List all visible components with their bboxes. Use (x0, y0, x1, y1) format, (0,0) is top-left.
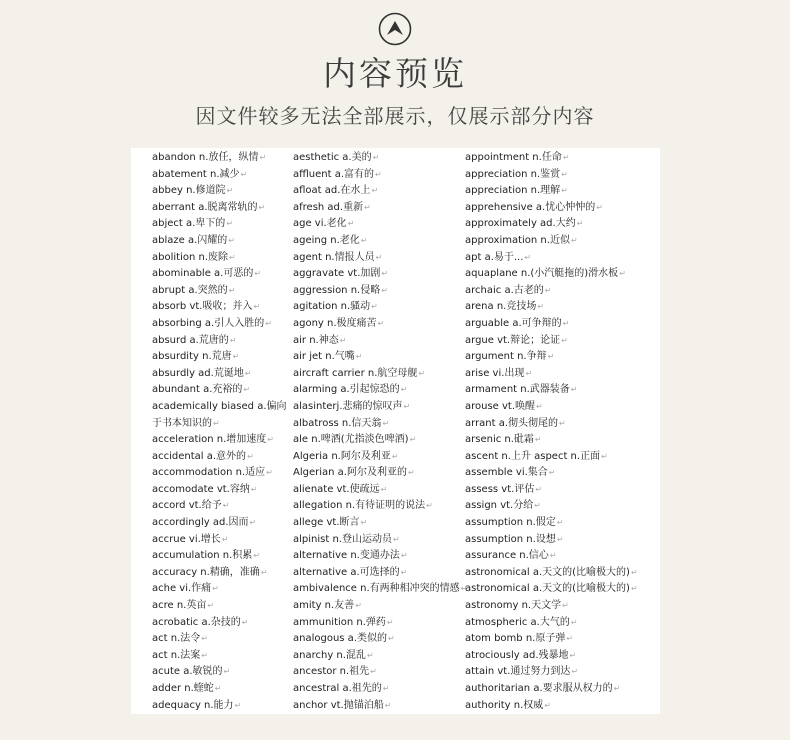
vocab-entry: assumption n.设想 ↵ (465, 532, 660, 549)
vocab-entry: ablaze a.闪耀的 ↵ (152, 233, 292, 250)
vocab-entry: academically biased a.偏向于书本知识的 ↵ (152, 399, 292, 432)
vocab-entry: absurd a.荒唐的 ↵ (152, 333, 292, 350)
vocab-entry: abject a.卑下的 ↵ (152, 216, 292, 233)
word-column-2 (293, 150, 465, 714)
vocab-entry: aircraft carrier n.航空母舰 ↵ (293, 366, 465, 383)
vocab-entry: amity n.友善 ↵ (293, 598, 465, 615)
vocab-entry: age vi.老化 ↵ (293, 216, 465, 233)
vocab-entry: alarming a.引起惊恐的 ↵ (293, 382, 465, 399)
vocab-entry: apprehensive a.忧心忡忡的 ↵ (465, 200, 660, 217)
vocab-entry: absorbing a.引人入胜的 ↵ (152, 316, 292, 333)
vocab-entry: abrupt a.突然的 ↵ (152, 283, 292, 300)
vocab-entry: accrue vi.增长 ↵ (152, 532, 292, 549)
vocab-entry: allegation n.有待证明的说法 ↵ (293, 498, 465, 515)
vocab-entry: accuracy n.精确，准确 ↵ (152, 565, 292, 582)
document-preview (131, 148, 660, 714)
vocab-entry: acre n.英亩 ↵ (152, 598, 292, 615)
vocab-entry: ancestor n.祖先 ↵ (293, 664, 465, 681)
vocab-entry: acrobatic a.杂技的 ↵ (152, 615, 292, 632)
page-subtitle: 因文件较多无法全部展示，仅展示部分内容 (195, 104, 595, 128)
vocab-entry: arguable a.可争辩的 ↵ (465, 316, 660, 333)
vocab-entry: ambivalence n.有两种相冲突的情感 ↵ (293, 581, 465, 598)
vocab-entry: Algeria n.阿尔及利亚 ↵ (293, 449, 465, 466)
vocab-entry: accumulation n.积累 ↵ (152, 548, 292, 565)
vocab-entry: alasinterj.悲痛的惊叹声 ↵ (293, 399, 465, 416)
word-column-1 (152, 150, 292, 714)
vocab-entry: anarchy n.混乱 ↵ (293, 648, 465, 665)
vocab-entry: absorb vt.吸收；并入 ↵ (152, 299, 292, 316)
vocab-entry: argue vt.辩论；论证 ↵ (465, 333, 660, 350)
page-header (0, 0, 790, 140)
vocab-entry: assumption n.假定 ↵ (465, 515, 660, 532)
vocab-entry: appreciation n.理解 ↵ (465, 183, 660, 200)
vocab-entry: aggression n.侵略 ↵ (293, 283, 465, 300)
up-arrow-circle-icon (378, 12, 412, 46)
vocab-entry: ammunition n.弹药 ↵ (293, 615, 465, 632)
vocab-entry: assurance n.信心 ↵ (465, 548, 660, 565)
vocab-entry: agony n.极度痛苦 ↵ (293, 316, 465, 333)
vocab-entry: agent n.情报人员 ↵ (293, 250, 465, 267)
vocab-entry: air jet n.气嘴 ↵ (293, 349, 465, 366)
vocab-entry: alternative n.变通办法 ↵ (293, 548, 465, 565)
page-title: 内容预览 (323, 54, 467, 93)
vocab-entry: aggravate vt.加剧 ↵ (293, 266, 465, 283)
vocab-entry: apt a.易于... ↵ (465, 250, 660, 267)
vocab-entry: acceleration n.增加速度 ↵ (152, 432, 292, 449)
vocab-entry: authority n.权威 ↵ (465, 698, 660, 714)
vocab-entry: act n.法令 ↵ (152, 631, 292, 648)
vocab-entry: argument n.争辩 ↵ (465, 349, 660, 366)
vocab-entry: assess vt.评估 ↵ (465, 482, 660, 499)
vocab-entry: approximation n.近似 ↵ (465, 233, 660, 250)
vocab-entry: atmospheric a.大气的 ↵ (465, 615, 660, 632)
vocab-entry: arise vi.出现 ↵ (465, 366, 660, 383)
vocab-entry: atom bomb n.原子弹 ↵ (465, 631, 660, 648)
vocab-entry: approximately ad.大约 ↵ (465, 216, 660, 233)
vocab-entry: arena n.竞技场 ↵ (465, 299, 660, 316)
vocab-entry: authoritarian a.要求服从权力的 ↵ (465, 681, 660, 698)
vocab-entry: act n.法案 ↵ (152, 648, 292, 665)
vocab-entry: adequacy n.能力 ↵ (152, 698, 292, 714)
vocab-entry: air n.神态 ↵ (293, 333, 465, 350)
word-column-3 (465, 150, 660, 714)
vocab-entry: ascent n.上升 aspect n.正面 ↵ (465, 449, 660, 466)
vocab-entry: accord vt.给予 ↵ (152, 498, 292, 515)
vocab-entry: accomodate vt.容纳 ↵ (152, 482, 292, 499)
vocab-entry: anchor vt.抛锚泊船 ↵ (293, 698, 465, 714)
vocab-entry: astronomical a.天文的(比喻极大的) ↵ (465, 581, 660, 598)
vocab-entry: abbey n.修道院 ↵ (152, 183, 292, 200)
vocab-entry: absurdly ad.荒诞地 ↵ (152, 366, 292, 383)
vocab-entry: astronomy n.天文学 ↵ (465, 598, 660, 615)
vocab-entry: ache vi.作痛 ↵ (152, 581, 292, 598)
vocab-entry: aquaplane n.(小汽艇拖的)滑水板 ↵ (465, 266, 660, 283)
vocab-entry: accidental a.意外的 ↵ (152, 449, 292, 466)
vocab-entry: alpinist n.登山运动员 ↵ (293, 532, 465, 549)
vocab-entry: attain vt.通过努力到达 ↵ (465, 664, 660, 681)
vocab-entry: afresh ad.重新 ↵ (293, 200, 465, 217)
vocab-entry: arouse vt.唤醒 ↵ (465, 399, 660, 416)
vocab-entry: alienate vt.使疏远 ↵ (293, 482, 465, 499)
vocab-entry: atrociously ad.残暴地 ↵ (465, 648, 660, 665)
vocab-entry: accordingly ad.因而 ↵ (152, 515, 292, 532)
vocab-entry: abolition n.废除 ↵ (152, 250, 292, 267)
vocab-entry: astronomical a.天文的(比喻极大的) ↵ (465, 565, 660, 582)
vocab-entry: afloat ad.在水上 ↵ (293, 183, 465, 200)
vocab-entry: Algerian a.阿尔及利亚的 ↵ (293, 465, 465, 482)
vocab-entry: arrant a.彻头彻尾的 ↵ (465, 416, 660, 433)
vocab-entry: albatross n.信天翁 ↵ (293, 416, 465, 433)
vocab-entry: abominable a.可恶的 ↵ (152, 266, 292, 283)
vocab-entry: aberrant a.脱离常轨的 ↵ (152, 200, 292, 217)
vocab-entry: acute a.敏锐的 ↵ (152, 664, 292, 681)
vocab-entry: agitation n.骚动 ↵ (293, 299, 465, 316)
vocab-entry: archaic a.古老的 ↵ (465, 283, 660, 300)
vocab-entry: ale n.啤酒(尤指淡色啤酒) ↵ (293, 432, 465, 449)
vocab-entry: alternative a.可选择的 ↵ (293, 565, 465, 582)
vocab-entry: armament n.武器装备 ↵ (465, 382, 660, 399)
vocab-entry: abundant a.充裕的 ↵ (152, 382, 292, 399)
vocab-entry: abatement n.减少 ↵ (152, 167, 292, 184)
vocab-entry: accommodation n.适应 ↵ (152, 465, 292, 482)
vocab-entry: absurdity n.荒唐 ↵ (152, 349, 292, 366)
vocab-entry: appreciation n.鉴赏 ↵ (465, 167, 660, 184)
vocab-entry: analogous a.类似的 ↵ (293, 631, 465, 648)
vocab-entry: allege vt.断言 ↵ (293, 515, 465, 532)
vocab-entry: affluent a.富有的 ↵ (293, 167, 465, 184)
vocab-entry: aesthetic a.美的 ↵ (293, 150, 465, 167)
vocab-entry: assign vt.分给 ↵ (465, 498, 660, 515)
vocab-entry: assemble vi.集合 ↵ (465, 465, 660, 482)
vocab-entry: ancestral a.祖先的 ↵ (293, 681, 465, 698)
vocab-entry: abandon n.放任，纵情 ↵ (152, 150, 292, 167)
vocab-entry: adder n.蝰蛇 ↵ (152, 681, 292, 698)
vocab-entry: arsenic n.砒霜 ↵ (465, 432, 660, 449)
vocab-entry: appointment n.任命 ↵ (465, 150, 660, 167)
vocab-entry: ageing n.老化 ↵ (293, 233, 465, 250)
